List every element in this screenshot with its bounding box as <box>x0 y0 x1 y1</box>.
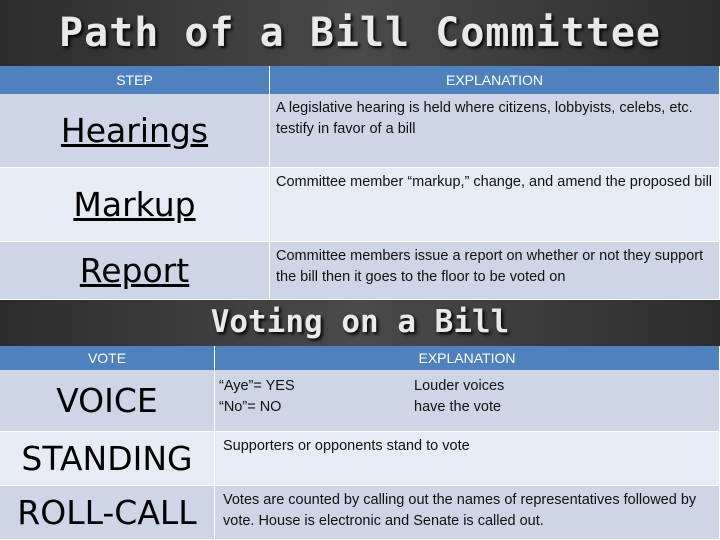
header-step: STEP <box>0 66 270 94</box>
explanation-roll-call: Votes are counted by calling out the names of representatives followed by vote. House is electronic and Senate is called out. <box>215 486 720 540</box>
explanation-standing: Supporters or opponents stand to vote <box>215 432 720 486</box>
vote-roll-call: ROLL-CALL <box>0 486 215 540</box>
vote-voice: VOICE <box>0 370 215 432</box>
step-markup: Markup <box>0 168 270 242</box>
explanation-voice-b: Louder voices have the vote <box>414 378 505 415</box>
explanation-report: Committee members issue a report on whether or not they support the bill then it goes to the floor to be voted on <box>270 242 720 300</box>
vote-standing: STANDING <box>0 432 215 486</box>
step-hearings: Hearings <box>0 94 270 168</box>
explanation-hearings: A legislative hearing is held where citizens, lobbyists, celebs, etc. testify in favor of a bill <box>270 94 720 168</box>
explanation-voice-a: “Aye”= YES “No”= NO <box>219 378 295 415</box>
page-title: Path of a Bill Committee <box>59 10 661 56</box>
explanation-markup: Committee member “markup,” change, and amend the proposed bill <box>270 168 720 242</box>
header-explanation-2: EXPLANATION <box>215 346 720 370</box>
step-report: Report <box>0 242 270 300</box>
header-explanation: EXPLANATION <box>270 66 720 94</box>
header-vote: VOTE <box>0 346 215 370</box>
section-title-voting: Voting on a Bill <box>210 304 510 340</box>
explanation-voice <box>215 370 720 432</box>
